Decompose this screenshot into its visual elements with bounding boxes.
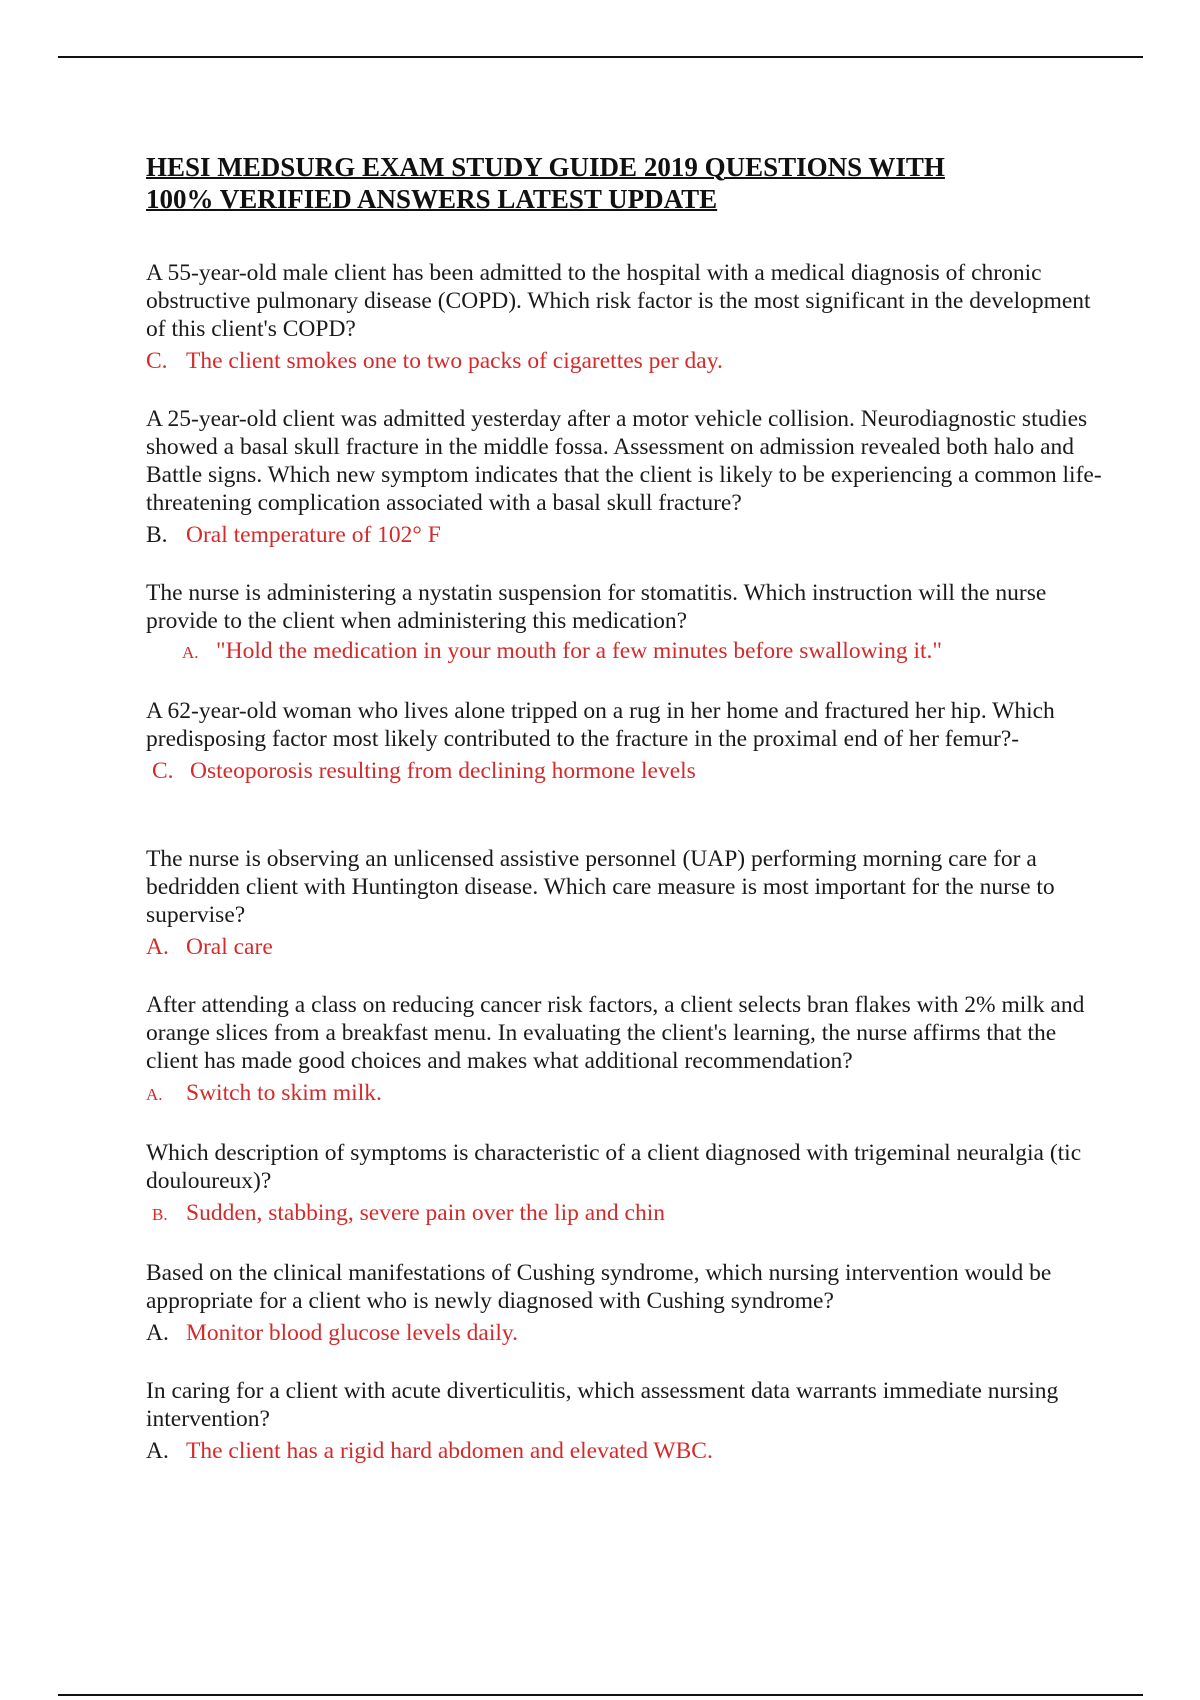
question-item: [146, 991, 1106, 1109]
question-item: [146, 259, 1106, 375]
question-text: Based on the clinical manifestations of Cushing syndrome, which nursing intervention would be appropriate for a client who is newly diagnosed with Cushing syndrome?: [146, 1260, 1052, 1314]
document-title: [146, 151, 1106, 215]
answer-letter: A.: [146, 1085, 163, 1104]
bottom-rule: [58, 1694, 1143, 1696]
title-line-1: HESI MEDSURG EXAM STUDY GUIDE 2019 QUESTIONS WITH: [146, 152, 945, 182]
question-text: The nurse is administering a nystatin suspension for stomatitis. Which instruction will the nurse provide to the client when administering this medication?: [146, 580, 1047, 634]
question-text: A 55-year-old male client has been admitted to the hospital with a medical diagnosis of chronic obstructive pulmonary disease (COPD). Which risk factor is the most significant in the development of this client's COPD?: [146, 260, 1091, 342]
question-text: A 62-year-old woman who lives alone tripped on a rug in her home and fractured her hip. Which predisposing factor most likely contributed to the fracture in the proximal end of her femur?-: [146, 698, 1055, 752]
question-item: [146, 1259, 1106, 1347]
question-item: [146, 1377, 1106, 1465]
question-text: After attending a class on reducing cancer risk factors, a client selects bran flakes with 2% milk and orange slices from a breakfast menu. In evaluating the client's learning, the nurse affirms that the client has made good choices and makes what additional recommendation?: [146, 992, 1085, 1074]
question-item: [146, 579, 1106, 667]
answer-line: [146, 1437, 1106, 1465]
answer-text: Osteoporosis resulting from declining hormone levels: [190, 758, 696, 784]
answer-line: [146, 933, 1106, 961]
answer-text: Switch to skim milk.: [186, 1080, 382, 1106]
answer-letter: A.: [182, 643, 199, 662]
answer-letter: A.: [146, 1438, 169, 1464]
title-line-2: 100% VERIFIED ANSWERS LATEST UPDATE: [146, 184, 718, 214]
answer-line: [146, 757, 1106, 785]
answer-line: [146, 1319, 1106, 1347]
answer-text: "Hold the medication in your mouth for a few minutes before swallowing it.": [216, 638, 942, 664]
question-text: A 25-year-old client was admitted yesterday after a motor vehicle collision. Neurodiagnostic studies showed a basal skull fracture in the middle fossa. Assessment on admission revealed both halo and Battle signs. Which new symptom indicates that the client is likely to be experiencing a common life-threatening complication associated with a basal skull fracture?: [146, 406, 1102, 516]
top-rule: [58, 56, 1143, 58]
answer-text: The client smokes one to two packs of cigarettes per day.: [186, 348, 723, 374]
question-text: Which description of symptoms is characteristic of a client diagnosed with trigeminal neuralgia (tic douloureux)?: [146, 1140, 1082, 1194]
answer-line: [146, 1079, 1106, 1109]
question-text: The nurse is observing an unlicensed assistive personnel (UAP) performing morning care for a bedridden client with Huntington disease. Which care measure is most important for the nurse to supervise?: [146, 846, 1055, 928]
answer-letter: B.: [152, 1205, 168, 1224]
answer-line: [146, 521, 1106, 549]
answer-line: [146, 637, 1106, 667]
answer-letter: A.: [146, 1320, 169, 1346]
answer-text: Oral care: [186, 934, 273, 960]
answer-line: [146, 347, 1106, 375]
answer-text: Sudden, stabbing, severe pain over the lip and chin: [186, 1200, 666, 1226]
answer-text: Monitor blood glucose levels daily.: [186, 1320, 518, 1346]
question-item: [146, 845, 1106, 961]
answer-text: Oral temperature of 102° F: [186, 522, 441, 548]
question-text: In caring for a client with acute diverticulitis, which assessment data warrants immediate nursing intervention?: [146, 1378, 1059, 1432]
answer-line: [146, 1199, 1106, 1229]
question-item: [146, 1139, 1106, 1229]
question-item: [146, 697, 1106, 785]
answer-text: The client has a rigid hard abdomen and elevated WBC.: [186, 1438, 713, 1464]
answer-letter: A.: [146, 934, 169, 960]
answer-letter: C.: [152, 758, 174, 784]
answer-letter: B.: [146, 522, 168, 548]
document-body: [146, 151, 1106, 1465]
answer-letter: C.: [146, 348, 168, 374]
question-item: [146, 405, 1106, 549]
